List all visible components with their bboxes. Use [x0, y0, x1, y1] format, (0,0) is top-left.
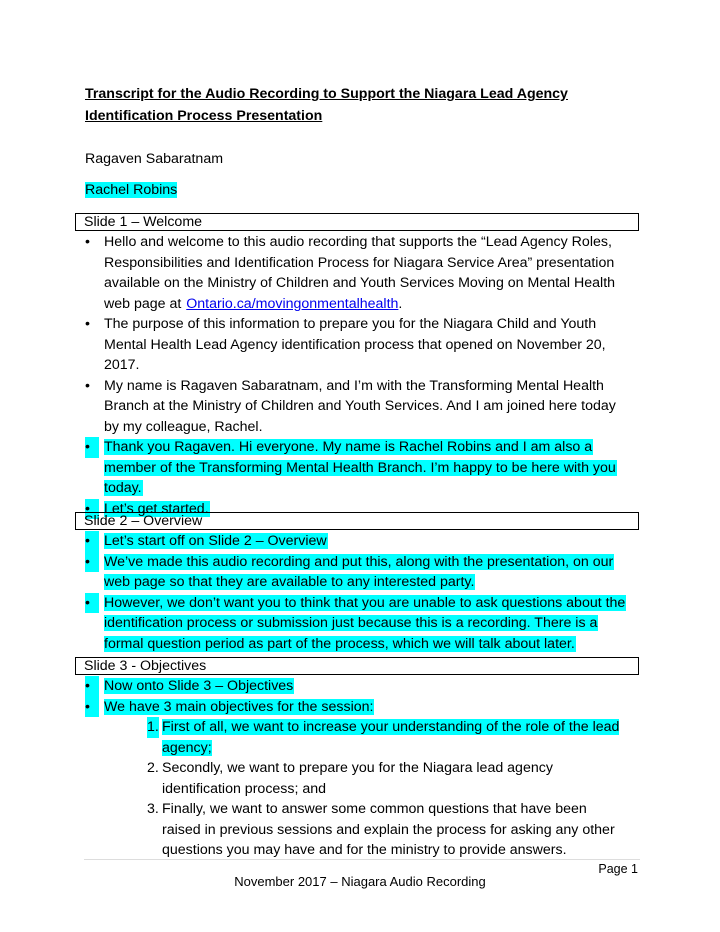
title-line: Identification Process Presentation — [85, 108, 323, 124]
list-item — [84, 376, 644, 438]
line-text: Finally, we want to answer some common questions that have been — [162, 801, 587, 817]
page-footer: November 2017 – Niagara Audio Recording — [234, 874, 486, 889]
numbered-item — [84, 799, 644, 861]
numbered-item — [84, 758, 644, 799]
line-text: raised in previous sessions and explain the process for asking any other — [162, 821, 615, 838]
bullet-icon: • — [85, 531, 99, 552]
bullet-icon: • — [85, 593, 99, 614]
line-text: identification process or submission just because this is a recording. There is a — [104, 615, 598, 631]
line-text: Now onto Slide 3 – Objectives — [104, 678, 294, 694]
line-text: available on the Ministry of Children and Youth Services Moving on Mental Health — [104, 275, 616, 291]
line-text: member of the Transforming Mental Health Branch. I’m happy to be here with you — [104, 459, 616, 476]
bullet-icon: • — [85, 437, 99, 458]
line-text: questions you may have and for the ministry to provide answers. — [162, 842, 567, 858]
bullet-list — [84, 676, 644, 861]
bullet-list — [84, 531, 644, 654]
line-text: Branch at the Ministry of Children and Youth Services. And I am joined here today — [104, 398, 616, 414]
bullet-icon: • — [85, 234, 90, 250]
line-text: by my colleague, Rachel. — [104, 418, 263, 435]
slide-header: Slide 2 – Overview — [75, 512, 639, 530]
list-item — [84, 314, 644, 376]
line-text: agency; — [162, 739, 212, 756]
document-title — [85, 83, 645, 127]
line-text: formal question period as part of the process, which we will talk about later. — [104, 635, 575, 652]
line-text: The purpose of this information to prepare you for the Niagara Child and Youth — [104, 316, 597, 332]
list-item — [84, 232, 644, 314]
line-text: 2017. — [104, 357, 140, 373]
line-text: . — [398, 295, 403, 312]
list-item — [84, 437, 644, 499]
line-text: My name is Ragaven Sabaratnam, and I’m with the Transforming Mental Health — [104, 377, 604, 394]
line-text: Hello and welcome to this audio recording that supports the “Lead Agency Roles, — [104, 234, 612, 250]
line-text: today. — [104, 480, 142, 496]
ministry-web-link[interactable]: Ontario.ca/movingonmentalhealth — [186, 295, 399, 312]
slide-header: Slide 1 – Welcome — [75, 213, 639, 231]
bullet-icon: • — [85, 552, 99, 573]
speaker-name-text: Rachel Robins — [85, 182, 178, 198]
item-number: 2. — [147, 760, 159, 776]
line-text: Responsibilities and Identification Process for Niagara Service Area” presentation — [104, 254, 615, 271]
list-item — [84, 676, 644, 697]
title-line: Transcript for the Audio Recording to Support the Niagara Lead Agency — [85, 86, 568, 102]
bullet-icon: • — [85, 697, 99, 718]
speaker-name-text: Ragaven Sabaratnam — [85, 151, 224, 167]
line-text: We have 3 main objectives for the session: — [104, 698, 374, 715]
list-item — [84, 552, 644, 593]
line-text: Let’s start off on Slide 2 – Overview — [104, 533, 327, 549]
list-item — [84, 531, 644, 552]
item-number: 1. — [147, 717, 159, 738]
slide-header: Slide 3 - Objectives — [75, 657, 639, 675]
bullet-icon: • — [85, 377, 90, 394]
line-text: However, we don’t want you to think that you are unable to ask questions about the — [104, 594, 626, 611]
bullet-list — [84, 232, 644, 519]
speaker-name — [85, 180, 177, 200]
speaker-name — [85, 149, 223, 169]
list-item — [84, 593, 644, 655]
bullet-icon: • — [85, 676, 99, 697]
item-number: 3. — [147, 801, 159, 817]
line-text: web page at — [104, 295, 186, 312]
line-text: identification process; and — [162, 780, 327, 797]
page-number: Page 1 — [598, 862, 638, 876]
list-item — [84, 697, 644, 718]
numbered-item — [84, 717, 644, 758]
line-text: First of all, we want to increase your understanding of the role of the lead — [162, 719, 620, 735]
line-text: web page so that they are available to any interested party. — [104, 574, 475, 590]
line-text: Mental Health Lead Agency identification process that opened on November 20, — [104, 336, 606, 353]
bullet-icon: • — [85, 316, 90, 332]
line-text: Let’s get started. — [104, 500, 209, 517]
footer-divider — [84, 859, 640, 860]
bullet-icon: • — [85, 499, 99, 520]
line-text: We’ve made this audio recording and put this, along with the presentation, on our — [104, 553, 614, 570]
line-text: Thank you Ragaven. Hi everyone. My name is Rachel Robins and I am also a — [104, 439, 593, 455]
line-text: Secondly, we want to prepare you for the Niagara lead agency — [162, 760, 553, 776]
